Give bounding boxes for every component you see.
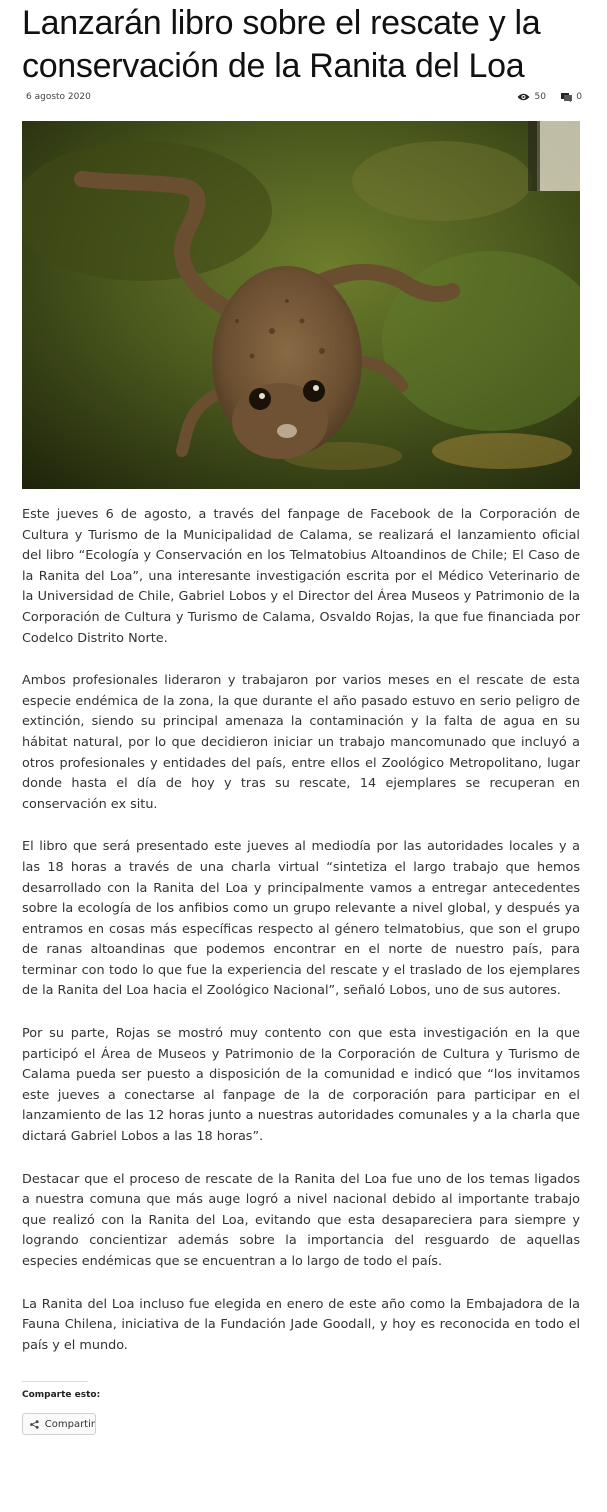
share-heading: Comparte esto: (22, 1390, 101, 1400)
paragraph: Este jueves 6 de agosto, a través del fanpage de Facebook de la Corporación de Cultura y Turismo de la Municipalidad de Calama, se realizará el lanzamiento oficial del libro “Ecología y Conservación en los Telmatobius Altoandinos de Chile; El Caso de la Ranita del Loa”, una interesante investigación escrita por el Médico Veterinario de la Universidad de Chile, Gabriel Lobos y el Director del Área Museos y Patrimonio de la Corporación de Cultura y Turismo de Calama, Osvaldo Rojas, la que fue financiada por Codelco Distrito Norte. (22, 507, 580, 646)
share-button-label: Compartir (44, 1418, 95, 1430)
views-count (517, 92, 546, 102)
article-photo (22, 121, 580, 489)
eye-icon (517, 93, 530, 101)
paragraph: Destacar que el proceso de rescate de la Ranita del Loa fue uno de los temas ligados a nuestra comuna que más auge logró a nivel nacional debido al importante trabajo que realizó con la Ranita del Loa, evitando que esta desapareciera para siempre y logrando concientizar además sobre la importancia del resguardo de aquellas especies endémicas que se encuentran a lo largo de todo el país. (22, 1171, 580, 1269)
paragraph: Por su parte, Rojas se mostró muy contento con que esta investigación en la que participó el Área de Museos y Patrimonio de la Corporación de Cultura y Turismo de Calama pueda ser puesto a disposición de la comunidad e indicó que “los invitamos este jueves a conectarse al fanpage de la de corporación para participar en el lanzamiento de las 12 horas junto a nuestras autoridades comunales y a la charla que dictará Gabriel Lobos a las 18 horas”. (22, 1026, 580, 1145)
share-icon (30, 1419, 39, 1430)
share-button[interactable] (22, 1413, 96, 1435)
paragraph: Ambos profesionales lideraron y trabajaron por varios meses en el rescate de esta especie endémica de la zona, la que durante el año pasado estuvo en serio peligro de extinción, siendo su principal amenaza la contaminación y la falta de agua en su hábitat natural, por lo que decidieron iniciar un trabajo mancomunado que incluyó a otros profesionales y entidades del país, entre ellos el Zoológico Metropolitano, lugar donde hasta el día de hoy y tras su rescate, 14 ejemplares se recuperan en conservación ex situ. (22, 673, 580, 812)
article-body (22, 505, 580, 1378)
publish-date: 6 agosto 2020 (26, 92, 91, 102)
views-value: 50 (534, 92, 546, 102)
share-divider (22, 1381, 88, 1382)
article-meta (26, 90, 582, 106)
comment-icon (561, 93, 572, 102)
paragraph: La Ranita del Loa incluso fue elegida en enero de este año como la Embajadora de la Fauna Chilena, iniciativa de la Fundación Jade Goodall, y hoy es reconocida en todo el país y el mundo. (22, 1296, 580, 1353)
comments-value: 0 (576, 92, 582, 102)
article-title: Lanzarán libro sobre el rescate y la conservación de la Ranita del Loa (22, 4, 541, 85)
comments-count[interactable] (561, 92, 582, 102)
paragraph: El libro que será presentado este jueves al mediodía por las autoridades locales y a las 18 horas a través de una charla virtual “sintetiza el largo trabajo que hemos desarrollado con la Ranita del Loa y principalmente vamos a entregar antecedentes sobre la ecología de los anfibios como un grupo relevante a nivel global, y después ya entramos en cosas más específicas respecto al género telmatobius, que son el grupo de ranas altoandinas que podemos encontrar en el norte de nuestro país, para terminar con todo lo que fue la experiencia del rescate y el traslado de los ejemplares de la Ranita del Loa hacia el Zoológico Nacional”, señaló Lobos, uno de sus autores. (22, 839, 580, 999)
